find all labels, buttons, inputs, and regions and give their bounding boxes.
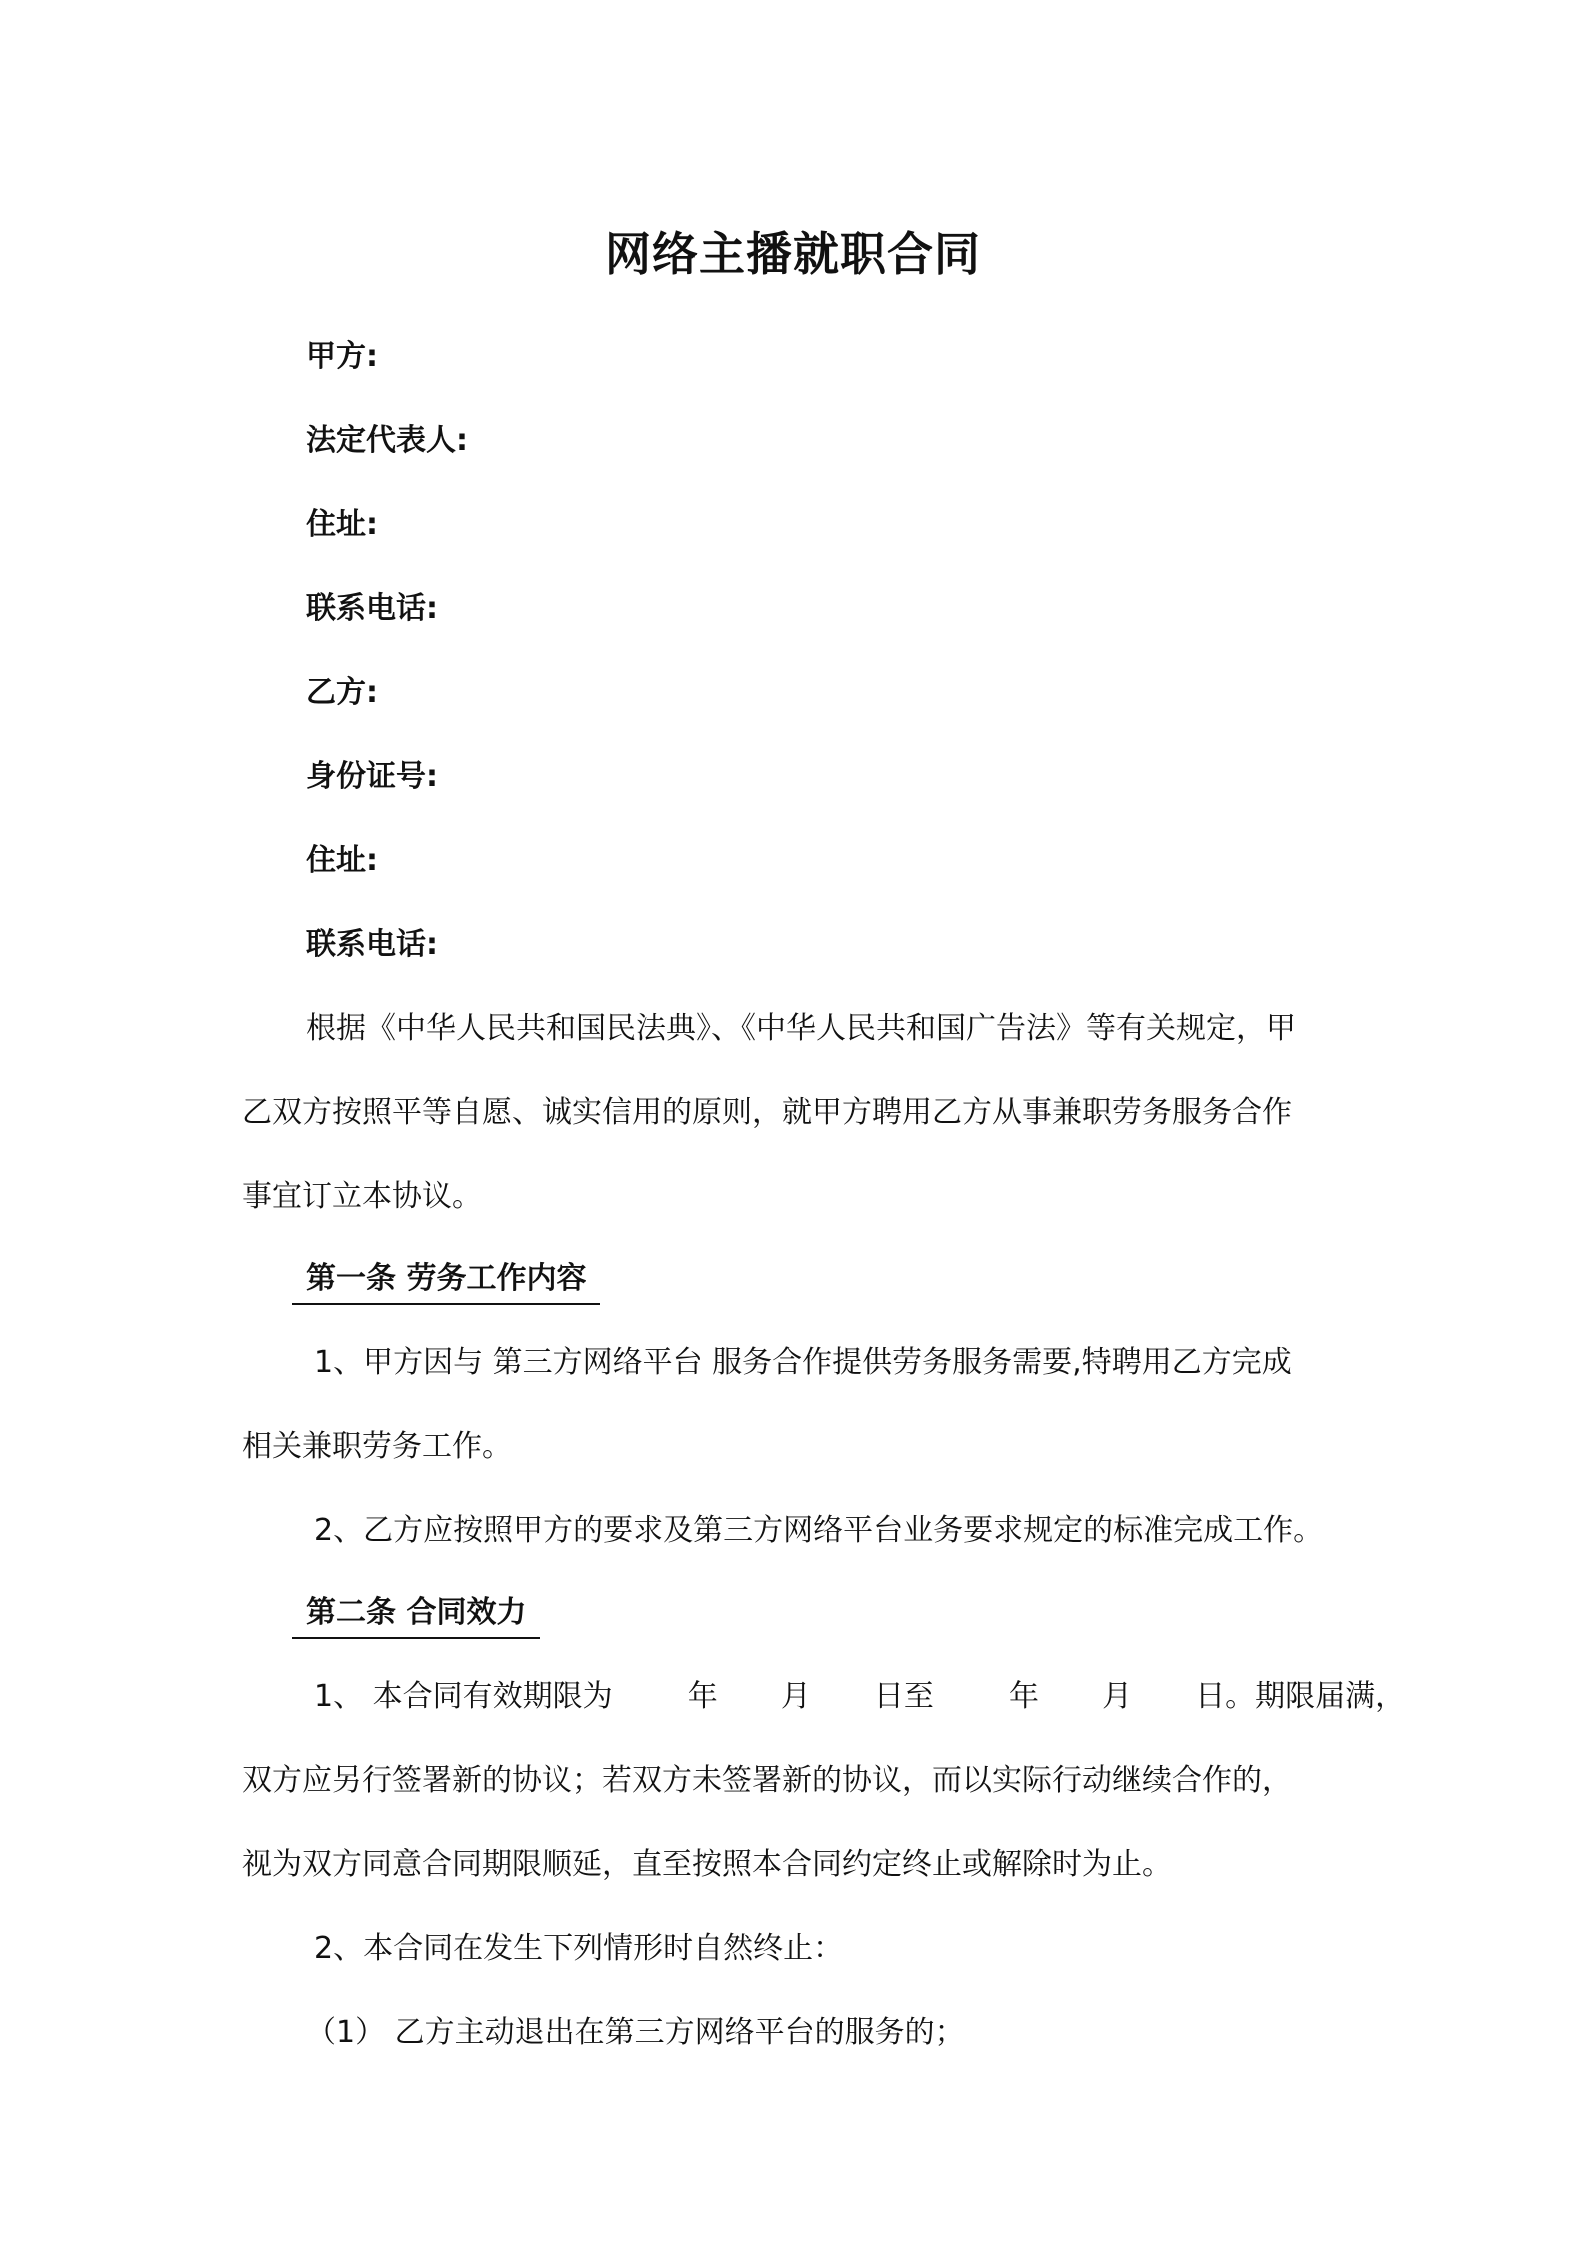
preamble-line-2: 乙双方按照平等自愿、诚实信用的原则，就甲方聘用乙方从事兼职劳务服务合作	[242, 1095, 1292, 1130]
end-month-label: 月	[1102, 1679, 1133, 1714]
article-2-item-1-line-3: 视为双方同意合同期限顺延，直至按照本合同约定终止或解除时为止。	[242, 1847, 1172, 1882]
article-1-item-1-line-1: 1、甲方因与 第三方网络平台 服务合作提供劳务服务需要,特聘用乙方完成	[314, 1345, 1292, 1380]
legal-representative-label: 法定代表人:	[306, 423, 468, 458]
article-2-item-1-line-1	[314, 1677, 1405, 1717]
article-2-heading: 第二条 合同效力	[292, 1593, 540, 1639]
article-1-item-1-line-2: 相关兼职劳务工作。	[242, 1429, 512, 1464]
party-a-label: 甲方:	[306, 339, 378, 374]
party-a-address-label: 住址:	[306, 507, 378, 542]
preamble-line-1: 根据《中华人民共和国民法典》、《中华人民共和国广告法》等有关规定，甲	[306, 1011, 1296, 1046]
document-title: 网络主播就职合同	[605, 227, 981, 281]
term-prefix: 1、 本合同有效期限为	[314, 1679, 613, 1714]
start-month-label: 月	[780, 1679, 811, 1714]
start-day-label: 日至	[873, 1679, 934, 1714]
id-number-label: 身份证号:	[306, 759, 438, 794]
article-2-item-1-line-2: 双方应另行签署新的协议；若双方未签署新的协议，而以实际行动继续合作的，	[242, 1763, 1292, 1798]
party-b-phone-label: 联系电话:	[306, 927, 438, 962]
end-day-label: 日。期限届满，	[1195, 1679, 1406, 1714]
preamble-line-3: 事宜订立本协议。	[242, 1179, 482, 1214]
end-year-label: 年	[1009, 1679, 1039, 1714]
party-b-address-label: 住址:	[306, 843, 378, 878]
article-2-item-2: 2、本合同在发生下列情形时自然终止：	[314, 1931, 844, 1966]
party-b-label: 乙方:	[306, 675, 378, 710]
party-a-phone-label: 联系电话:	[306, 591, 438, 626]
article-1-item-2: 2、乙方应按照甲方的要求及第三方网络平台业务要求规定的标准完成工作。	[314, 1513, 1324, 1548]
article-2-item-2-sub-1: （1） 乙方主动退出在第三方网络平台的服务的；	[306, 2015, 965, 2050]
start-year-label: 年	[687, 1679, 718, 1714]
article-1-heading: 第一条 劳务工作内容	[292, 1259, 600, 1305]
